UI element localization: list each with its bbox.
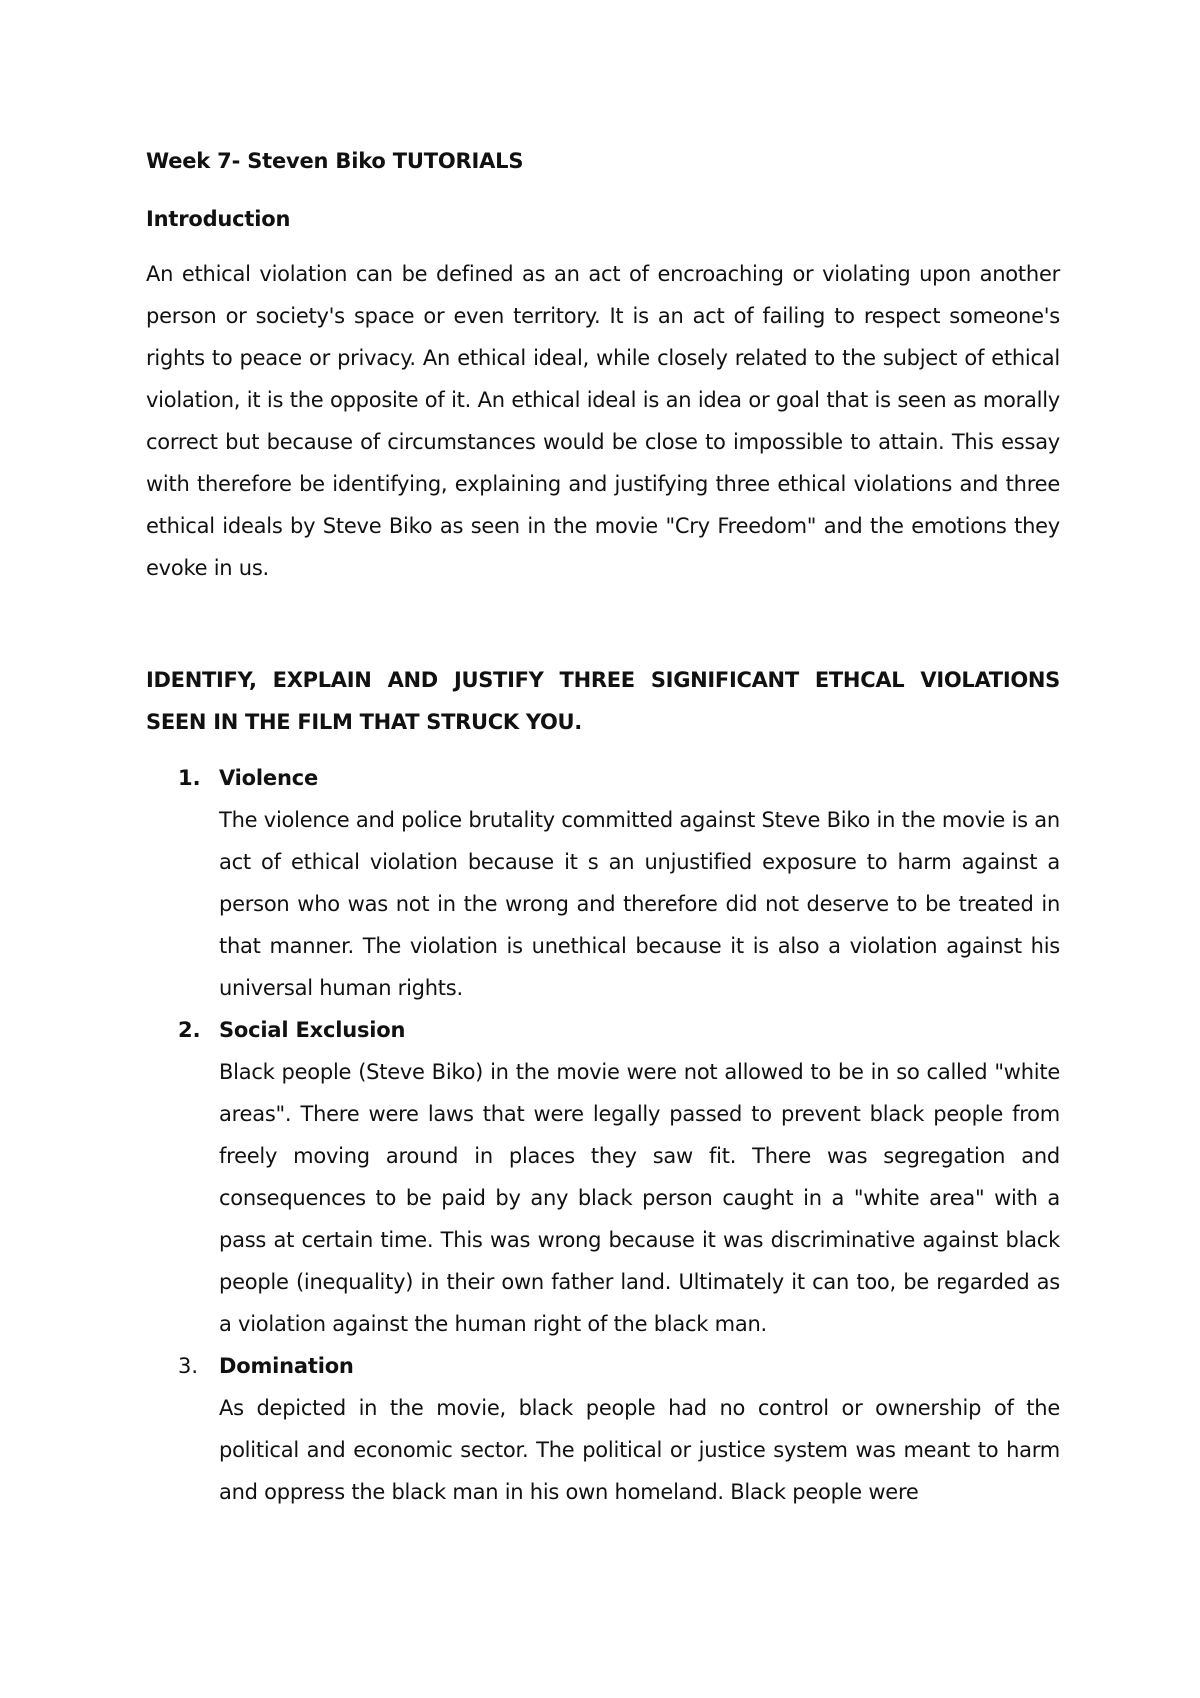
list-item-title: Domination <box>219 1354 354 1378</box>
list-item <box>146 1009 1060 1345</box>
intro-paragraph: An ethical violation can be defined as an act of encroaching or violating upon another person or society's space or even territory. It is an act of failing to respect someone's rights to peace or privacy. An ethical ideal, while closely related to the subject of ethical violation, it is the opposite of it. An ethical ideal is an idea or goal that is seen as morally correct but because of circumstances would be close to impossible to attain. This essay with therefore be identifying, explaining and justifying three ethical violations and three ethical ideals by Steve Biko as seen in the movie "Cry Freedom" and the emotions they evoke in us. <box>146 262 1060 580</box>
list-item-body: The violence and police brutality committed against Steve Biko in the movie is an act of ethical violation because it s an unjustified exposure to harm against a person who was not in the wrong and therefore did not deserve to be treated in that manner. The violation is unethical because it is also a violation against his universal human rights. <box>219 808 1060 1000</box>
list-item <box>146 757 1060 1009</box>
intro-heading: Introduction <box>146 207 291 231</box>
violations-section-heading: IDENTIFY, EXPLAIN AND JUSTIFY THREE SIGNIFICANT ETHCAL VIOLATIONS SEEN IN THE FILM THAT STRUCK YOU. <box>146 668 1060 734</box>
list-item-body: As depicted in the movie, black people had no control or ownership of the political and economic sector. The political or justice system was meant to harm and oppress the black man in his own homeland. Black people were <box>219 1396 1060 1504</box>
violations-list <box>146 757 1060 1513</box>
list-item-number: 3. <box>178 1354 199 1378</box>
list-item-title: Violence <box>219 766 318 790</box>
document-content <box>146 140 1060 1513</box>
document-title: Week 7- Steven Biko TUTORIALS <box>146 149 524 173</box>
list-item-body: Black people (Steve Biko) in the movie were not allowed to be in so called "white areas". There were laws that were legally passed to prevent black people from freely moving around in places they saw fit. There was segregation and consequences to be paid by any black person caught in a "white area" with a pass at certain time. This was wrong because it was discriminative against black people (inequality) in their own father land. Ultimately it can too, be regarded as a violation against the human right of the black man. <box>219 1060 1060 1336</box>
list-item-title: Social Exclusion <box>219 1018 406 1042</box>
section-spacer <box>146 589 1060 659</box>
list-item-number: 2. <box>178 1018 201 1042</box>
list-item <box>146 1345 1060 1513</box>
list-item-number: 1. <box>178 766 201 790</box>
